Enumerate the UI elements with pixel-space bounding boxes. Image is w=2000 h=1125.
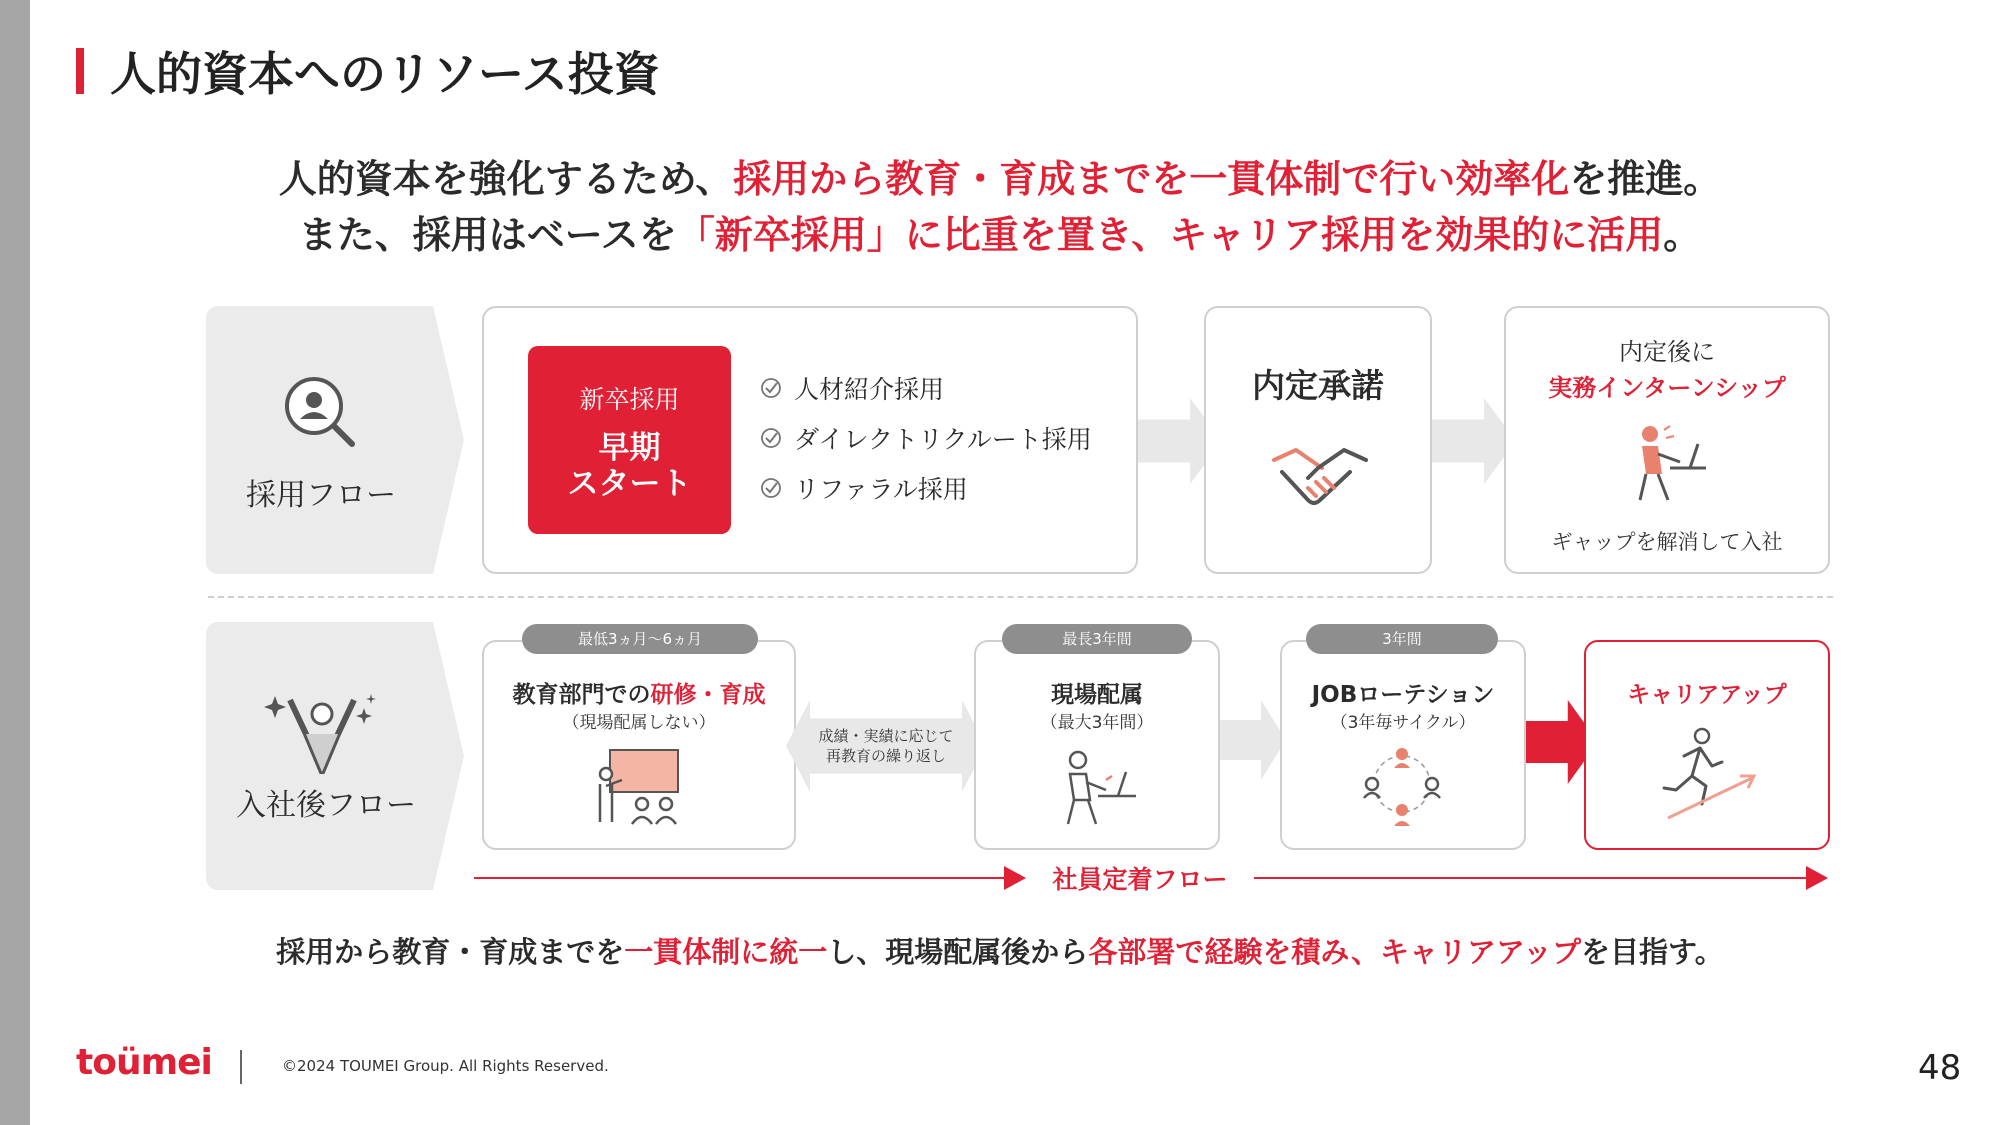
celebrating-person-icon: [262, 690, 382, 774]
summary-seg-2: 一貫体制に統一: [624, 935, 828, 969]
new-grad-badge-line2: 早期: [598, 430, 661, 466]
training-title-seg-2: 研修・育成: [650, 682, 766, 708]
training-duration-pill: 最低3ヵ月〜6ヵ月: [522, 624, 758, 654]
handshake-icon: [1268, 438, 1372, 522]
summary-seg-1: 採用から教育・育成までを: [276, 935, 625, 969]
row-divider: [208, 596, 1833, 598]
training-title-seg-1: 教育部門での: [512, 682, 651, 708]
lead-1-seg-3: を推進。: [1569, 157, 1722, 201]
rotation-stage-title: JOBローテション: [1311, 682, 1495, 708]
rotation-duration-pill: 3年間: [1306, 624, 1498, 654]
timeline-line-left: [474, 877, 1006, 879]
internship-caption: ギャップを解消して入社: [1551, 530, 1783, 554]
timeline-arrowhead-end: [1806, 866, 1828, 890]
internship-line1: 内定後に: [1619, 338, 1715, 366]
running-person-icon: [1656, 726, 1762, 822]
summary-line: [0, 930, 2000, 971]
footer-separator: [240, 1050, 242, 1084]
timeline-arrowhead-mid: [1004, 866, 1026, 890]
recruit-item-3-label: リファラル採用: [794, 475, 968, 504]
lead-2-seg-1: また、採用はベースを: [298, 213, 677, 257]
placement-stage-title: 現場配属: [1051, 682, 1143, 708]
training-stage-title: [482, 676, 796, 709]
after-flow-label: 入社後フロー: [236, 788, 416, 823]
summary-seg-5: を目指す。: [1581, 935, 1724, 969]
recruit-item-1-label: 人材紹介採用: [794, 375, 945, 404]
lead-2-seg-3: 。: [1663, 213, 1702, 257]
check-circle-icon: [760, 477, 782, 499]
recruit-flow-label: 採用フロー: [246, 478, 396, 513]
check-circle-icon: [760, 377, 782, 399]
training-stage-sub: （現場配属しない）: [562, 713, 716, 733]
loop-note-line2: 再教育の繰り返し: [825, 747, 946, 765]
lead-1-seg-1: 人的資本を強化するため、: [278, 157, 734, 201]
offer-accepted-title: 内定承諾: [1252, 366, 1384, 405]
lead-line-2: [0, 204, 2000, 259]
rotation-stage-sub: （3年毎サイクル）: [1330, 713, 1476, 733]
summary-seg-3: し、現場配属後から: [827, 935, 1089, 969]
check-circle-icon: [760, 427, 782, 449]
recruit-item-2: [760, 420, 1092, 456]
company-logo: toümei: [76, 1042, 212, 1083]
new-grad-badge: [528, 346, 731, 534]
page-number: 48: [1918, 1048, 1962, 1088]
worker-pc-icon: [1058, 746, 1138, 826]
arrow-right-icon: [1220, 700, 1286, 780]
new-grad-badge-line3: スタート: [567, 466, 692, 502]
page-title: 人的資本へのリソース投資: [110, 47, 660, 101]
loop-note: [786, 726, 986, 766]
lead-line-1: [0, 148, 2000, 203]
new-grad-badge-line1: 新卒採用: [579, 385, 680, 414]
lead-2-seg-2: 「新卒採用」に比重を置き、キャリア採用を効果的に活用: [676, 213, 1664, 257]
placement-stage-sub: （最大3年間）: [1040, 713, 1154, 733]
summary-seg-4: 各部署で経験を積み、キャリアアップ: [1088, 935, 1582, 969]
timeline-label: 社員定着フロー: [1052, 865, 1228, 894]
classroom-icon: [596, 746, 682, 826]
internship-line2: 実務インターンシップ: [1548, 374, 1786, 402]
rotation-team-icon: [1360, 744, 1444, 828]
recruit-item-1: [760, 370, 944, 406]
placement-duration-pill: 最長3年間: [1002, 624, 1192, 654]
recruit-item-2-label: ダイレクトリクルート採用: [794, 425, 1092, 454]
loop-note-line1: 成績・実績に応じて: [818, 727, 954, 745]
timeline-line-right: [1254, 877, 1814, 879]
desk-worker-icon: [1628, 418, 1708, 504]
career-up-title: キャリアアップ: [1627, 682, 1787, 708]
search-person-icon: [280, 372, 360, 452]
copyright-text: ©2024 TOUMEI Group. All Rights Reserved.: [282, 1057, 609, 1075]
lead-1-seg-2: 採用から教育・育成までを一貫体制で行い効率化: [733, 157, 1570, 201]
recruit-item-3: [760, 470, 968, 506]
title-accent-bar: [76, 48, 84, 94]
